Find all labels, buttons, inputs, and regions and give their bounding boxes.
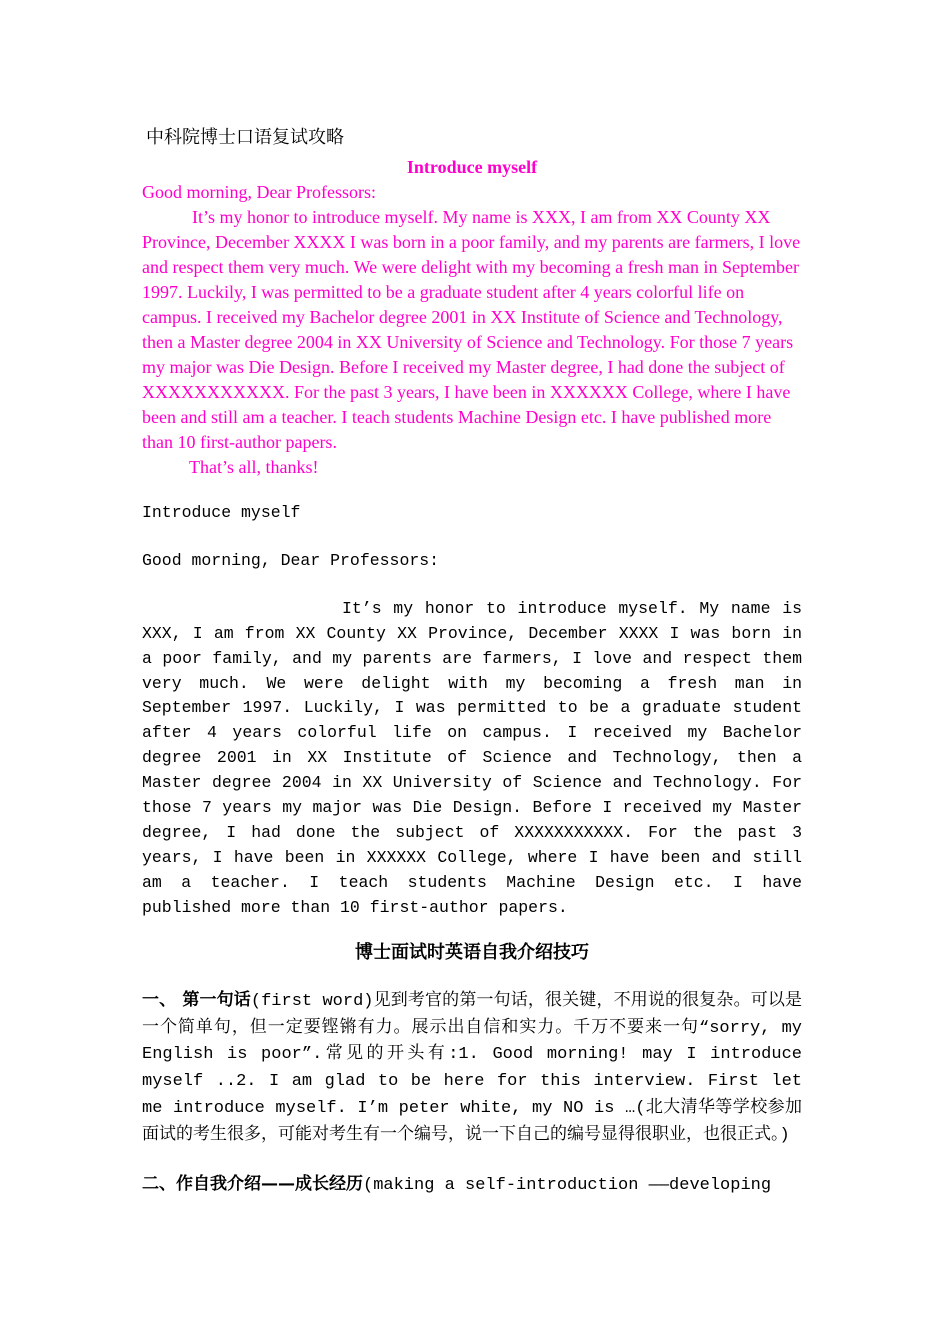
tips-section2-text: (making a self-introduction ——developing: [363, 1176, 772, 1196]
tips-section1-text: (first word)见到考官的第一句话，很关键，不用说的很复杂。可以是一个简单句，但一定要铿锵有力。展示出自信和实力。千万不要来一句“sorry, my English is poor”.常见的开头有:1. Good morning! may I introduce myself ..2. I am glad to be here for this interview. First let me introduce myself. I’m peter white, my NO is …(北大清华等学校参加面试的考生很多，可能对考生有一个编号，说一下自己的编号显得很职业，也很正式。): [142, 991, 802, 1146]
pink-section-heading: Introduce myself: [406, 157, 538, 177]
mono-section-heading: Introduce myself: [142, 503, 301, 522]
pink-section-body: It’s my honor to introduce myself. My name is XXX, I am from XX County XX Province, December XXXX I was born in a poor family, and my parents are farmers, I love and respect them very much. We were delight with my becoming a fresh man in September 1997. Luckily, I was permitted to be a graduate student after 4 years colorful life on campus. I received my Bachelor degree 2001 in XX Institute of Science and Technology, then a Master degree 2004 in XX University of Science and Technology. For those 7 years my major was Die Design. Before I received my Master degree, I had done the subject of XXXXXXXXXXX. For the past 3 years, I have been in XXXXXX College, where I have been and still am a teacher. I teach students Machine Design etc. I have published more than 10 first-author papers.: [142, 207, 801, 452]
tips-section1-lead: 一、 第一句话: [142, 989, 251, 1010]
pink-section-closing: That’s all, thanks!: [189, 457, 319, 477]
mono-section-greeting: Good morning, Dear Professors:: [142, 550, 440, 570]
pink-section-greeting: Good morning, Dear Professors:: [142, 182, 376, 202]
tips-section2-lead: 二、作自我介绍——成长经历: [142, 1174, 363, 1195]
document-page: [142, 120, 802, 1199]
tips-section-self-introduction: [142, 1172, 802, 1199]
document-title: 中科院博士口语复试攻略: [146, 127, 344, 147]
mono-section-body: It’s my honor to introduce myself. My name is XXX, I am from XX County XX Province, December XXXX I was born in a poor family, and my parents are farmers, I love and respect them very much. We were delight with my becoming a fresh man in September 1997. Luckily, I was permitted to be a graduate student after 4 years colorful life on campus. I received my Bachelor degree 2001 in XX Institute of Science and Technology, then a Master degree 2004 in XX University of Science and Technology. For those 7 years my major was Die Design. Before I received my Master degree, I had done the subject of XXXXXXXXXXX. For the past 3 years, I have been in XXXXXX College, where I have been and still am a teacher. I teach students Machine Design etc. I have published more than 10 first-author papers.: [142, 598, 802, 917]
tips-heading: 博士面试时英语自我介绍技巧: [355, 941, 589, 963]
tips-section-first-word: [142, 988, 802, 1149]
